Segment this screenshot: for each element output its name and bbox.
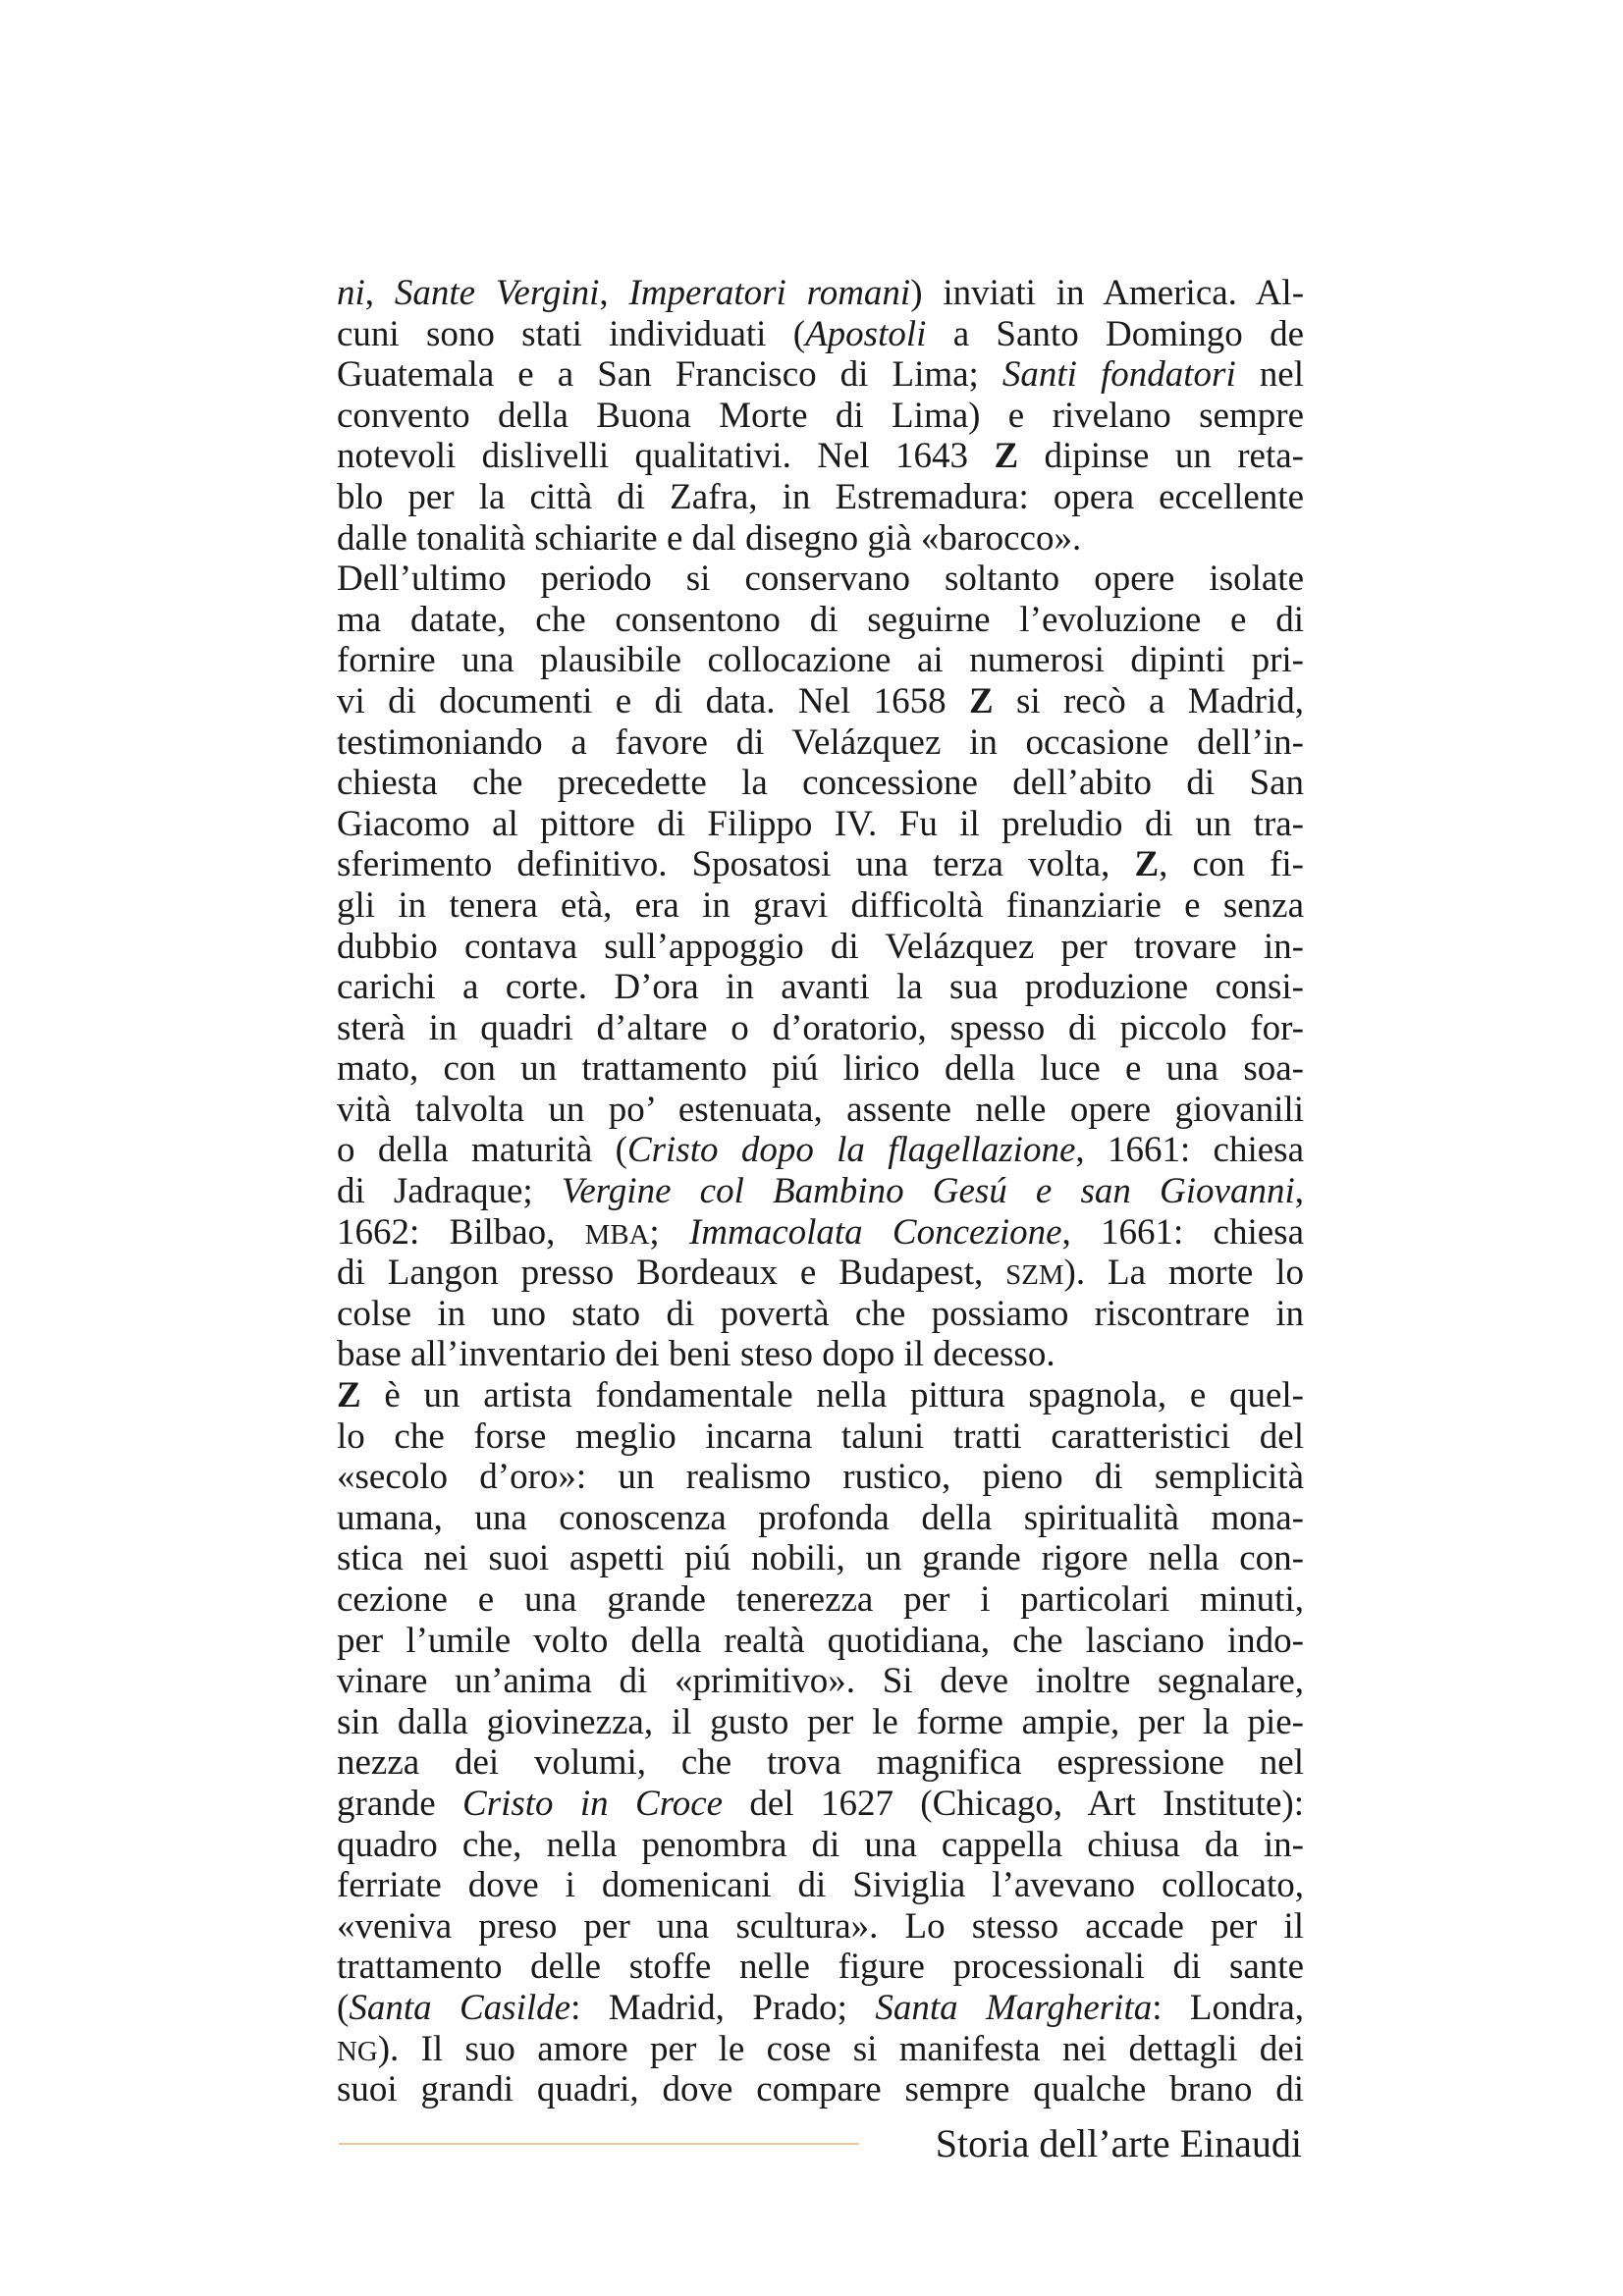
text-run: , bbox=[364, 273, 395, 313]
text-run: o della maturità ( bbox=[337, 1130, 627, 1171]
text-line bbox=[337, 1784, 1304, 1825]
text-run: carichi a corte. D’ora in avanti la sua produzione consi- bbox=[337, 967, 1304, 1008]
text-run: vinare un’anima di «primitivo». Si deve inoltre segnalare, bbox=[337, 1661, 1304, 1702]
text-run: , bbox=[599, 273, 629, 313]
text-run: «veniva preso per una scultura». Lo stesso accade per il bbox=[337, 1905, 1304, 1947]
text-line bbox=[337, 1130, 1304, 1171]
abbreviation: SZM bbox=[1005, 1259, 1064, 1292]
italic-title: Sante Vergini bbox=[394, 273, 600, 313]
text-run: ). La morte lo bbox=[1063, 1253, 1304, 1294]
text-run: quadro che, nella penombra di una cappella chiusa da in- bbox=[337, 1824, 1304, 1865]
text-line bbox=[337, 1865, 1304, 1906]
text-line bbox=[337, 722, 1304, 764]
text-line bbox=[337, 1702, 1304, 1743]
text-run: sterà in quadri d’altare o d’oratorio, spesso di piccolo for- bbox=[337, 1007, 1304, 1048]
text-run: dipinse un reta- bbox=[1018, 436, 1304, 477]
bold-initial: Z bbox=[1134, 844, 1160, 885]
text-line bbox=[337, 600, 1304, 641]
text-line bbox=[337, 1416, 1304, 1458]
text-line bbox=[337, 1498, 1304, 1539]
italic-title: Vergine col Bambino Gesú e san Giovanni bbox=[561, 1171, 1295, 1212]
text-line bbox=[337, 1048, 1304, 1090]
text-line bbox=[337, 436, 1304, 477]
text-run: : Madrid, Prado; bbox=[570, 1987, 876, 2028]
text-run: base all’inventario dei beni steso dopo il decesso. bbox=[337, 1334, 1055, 1375]
text-run: a Santo Domingo de bbox=[926, 313, 1304, 354]
text-line bbox=[337, 804, 1304, 845]
text-run: notevoli dislivelli qualitativi. Nel 1643 bbox=[337, 436, 995, 477]
text-line bbox=[337, 1742, 1304, 1784]
text-line bbox=[337, 844, 1304, 885]
text-line bbox=[337, 396, 1304, 437]
text-run: ) inviati in America. Al- bbox=[910, 273, 1305, 313]
text-run: per l’umile volto della realtà quotidiana, che lasciano indo- bbox=[337, 1620, 1304, 1661]
text-run: è un artista fondamentale nella pittura spagnola, e quel- bbox=[360, 1375, 1304, 1416]
text-run: sin dalla giovinezza, il gusto per le forme ampie, per la pie- bbox=[337, 1701, 1304, 1742]
italic-title: Apostoli bbox=[805, 313, 927, 354]
text-run: testimoniando a favore di Velázquez in occasione dell’in- bbox=[337, 721, 1304, 763]
text-line bbox=[337, 1621, 1304, 1662]
text-line bbox=[337, 1947, 1304, 1988]
text-run: trattamento delle stoffe nelle figure processionali di sante bbox=[337, 1947, 1304, 1988]
text-line bbox=[337, 927, 1304, 968]
italic-title: ni bbox=[337, 273, 365, 313]
text-run: blo per la città di Zafra, in Estremadura: opera eccellente bbox=[337, 476, 1304, 517]
text-run: ). Il suo amore per le cose si manifesta nei dettagli dei bbox=[377, 2028, 1304, 2069]
text-run: colse in uno stato di povertà che possiamo riscontrare in bbox=[337, 1293, 1304, 1334]
text-line bbox=[337, 967, 1304, 1008]
italic-title: Santa Casilde bbox=[349, 1987, 571, 2028]
text-run: ferriate dove i domenicani di Siviglia l’avevano collocato, bbox=[337, 1865, 1304, 1906]
text-run: : Londra, bbox=[1152, 1987, 1305, 2028]
text-line bbox=[337, 314, 1304, 355]
text-run: mato, con un trattamento piú lirico della luce e una soa- bbox=[337, 1048, 1304, 1090]
text-line bbox=[337, 1825, 1304, 1866]
text-line bbox=[337, 354, 1304, 396]
italic-title: Cristo in Croce bbox=[462, 1783, 724, 1824]
text-run: ; bbox=[649, 1211, 689, 1253]
text-run: nel bbox=[1235, 354, 1304, 396]
text-run: sferimento definitivo. Sposatosi una terza volta, bbox=[337, 844, 1135, 885]
abbreviation: NG bbox=[337, 2035, 378, 2067]
abbreviation: MBA bbox=[584, 1218, 650, 1251]
text-run: ( bbox=[337, 1987, 350, 2028]
body-text bbox=[337, 273, 1304, 2110]
text-run: suoi grandi quadri, dove compare sempre qualche brano di bbox=[337, 2069, 1304, 2110]
text-line bbox=[337, 1579, 1304, 1621]
text-line bbox=[337, 1171, 1304, 1212]
text-run: , 1661: chiesa bbox=[1061, 1211, 1304, 1253]
text-line bbox=[337, 885, 1304, 927]
text-line bbox=[337, 1334, 1304, 1375]
text-line bbox=[337, 681, 1304, 722]
footer-rule bbox=[339, 2143, 859, 2145]
text-line bbox=[337, 1457, 1304, 1498]
text-line bbox=[337, 1661, 1304, 1702]
italic-title: Imperatori romani bbox=[628, 273, 911, 313]
text-line bbox=[337, 518, 1304, 560]
text-run: dalle tonalità schiarite e dal disegno già «barocco». bbox=[337, 517, 1082, 559]
text-run: Dell’ultimo periodo si conservano soltanto opere isolate bbox=[337, 559, 1304, 600]
text-run: chiesta che precedette la concessione dell’abito di San bbox=[337, 763, 1304, 804]
italic-title: Cristo dopo la flagellazione bbox=[626, 1130, 1076, 1171]
text-run: nezza dei volumi, che trova magnifica espressione nel bbox=[337, 1742, 1304, 1784]
italic-title: Immacolata Concezione bbox=[688, 1211, 1062, 1253]
text-line bbox=[337, 1090, 1304, 1131]
italic-title: Santi fondatori bbox=[1001, 354, 1236, 396]
text-line bbox=[337, 1988, 1304, 2029]
text-line bbox=[337, 559, 1304, 600]
text-run: del 1627 (Chicago, Art Institute): bbox=[723, 1783, 1304, 1824]
text-run: «secolo d’oro»: un realismo rustico, pieno di semplicità bbox=[337, 1457, 1304, 1498]
text-run: 1662: Bilbao, bbox=[337, 1211, 585, 1253]
text-run: vi di documenti e di data. Nel 1658 bbox=[337, 680, 969, 721]
footer-title: Storia dell’arte Einaudi bbox=[935, 2121, 1302, 2165]
text-run: di Langon presso Bordeaux e Budapest, bbox=[337, 1253, 1006, 1294]
text-line bbox=[337, 763, 1304, 804]
text-run: ma datate, che consentono di seguirne l’evoluzione e di bbox=[337, 599, 1304, 640]
text-line bbox=[337, 640, 1304, 681]
bold-initial: Z bbox=[994, 436, 1019, 477]
text-run: convento della Buona Morte di Lima) e rivelano sempre bbox=[337, 395, 1304, 436]
text-run: di Jadraque; bbox=[337, 1171, 562, 1212]
italic-title: Santa Margherita bbox=[875, 1987, 1153, 2028]
text-run: cuni sono stati individuati ( bbox=[337, 313, 806, 354]
text-run: grande bbox=[337, 1783, 463, 1824]
text-line bbox=[337, 2029, 1304, 2070]
text-line bbox=[337, 2069, 1304, 2110]
text-line bbox=[337, 1538, 1304, 1579]
text-line bbox=[337, 273, 1304, 314]
text-line bbox=[337, 1253, 1304, 1294]
text-run: dubbio contava sull’appoggio di Velázquez per trovare in- bbox=[337, 926, 1304, 967]
text-run: lo che forse meglio incarna taluni tratti caratteristici del bbox=[337, 1415, 1304, 1457]
text-line bbox=[337, 1008, 1304, 1049]
bold-initial: Z bbox=[337, 1375, 361, 1416]
text-run: fornire una plausibile collocazione ai numerosi dipinti pri- bbox=[337, 640, 1304, 681]
text-line bbox=[337, 1375, 1304, 1416]
text-line bbox=[337, 1212, 1304, 1254]
text-line bbox=[337, 477, 1304, 518]
text-run: Giacomo al pittore di Filippo IV. Fu il preludio di un tra- bbox=[337, 803, 1304, 844]
text-run: cezione e una grande tenerezza per i particolari minuti, bbox=[337, 1579, 1304, 1620]
text-run: si recò a Madrid, bbox=[993, 680, 1304, 721]
text-run: gli in tenera età, era in gravi difficoltà finanziarie e senza bbox=[337, 884, 1304, 926]
text-line bbox=[337, 1906, 1304, 1948]
text-run: Guatemala e a San Francisco di Lima; bbox=[337, 354, 1002, 396]
text-run: vità talvolta un po’ estenuata, assente nelle opere giovanili bbox=[337, 1089, 1304, 1130]
text-run: , con fi- bbox=[1159, 844, 1304, 885]
text-run: stica nei suoi aspetti piú nobili, un grande rigore nella con- bbox=[337, 1538, 1304, 1579]
text-line bbox=[337, 1294, 1304, 1335]
text-run: umana, una conoscenza profonda della spiritualità mona- bbox=[337, 1497, 1304, 1538]
text-run: , bbox=[1294, 1171, 1304, 1212]
bold-initial: Z bbox=[968, 680, 994, 721]
text-run: , 1661: chiesa bbox=[1075, 1130, 1304, 1171]
